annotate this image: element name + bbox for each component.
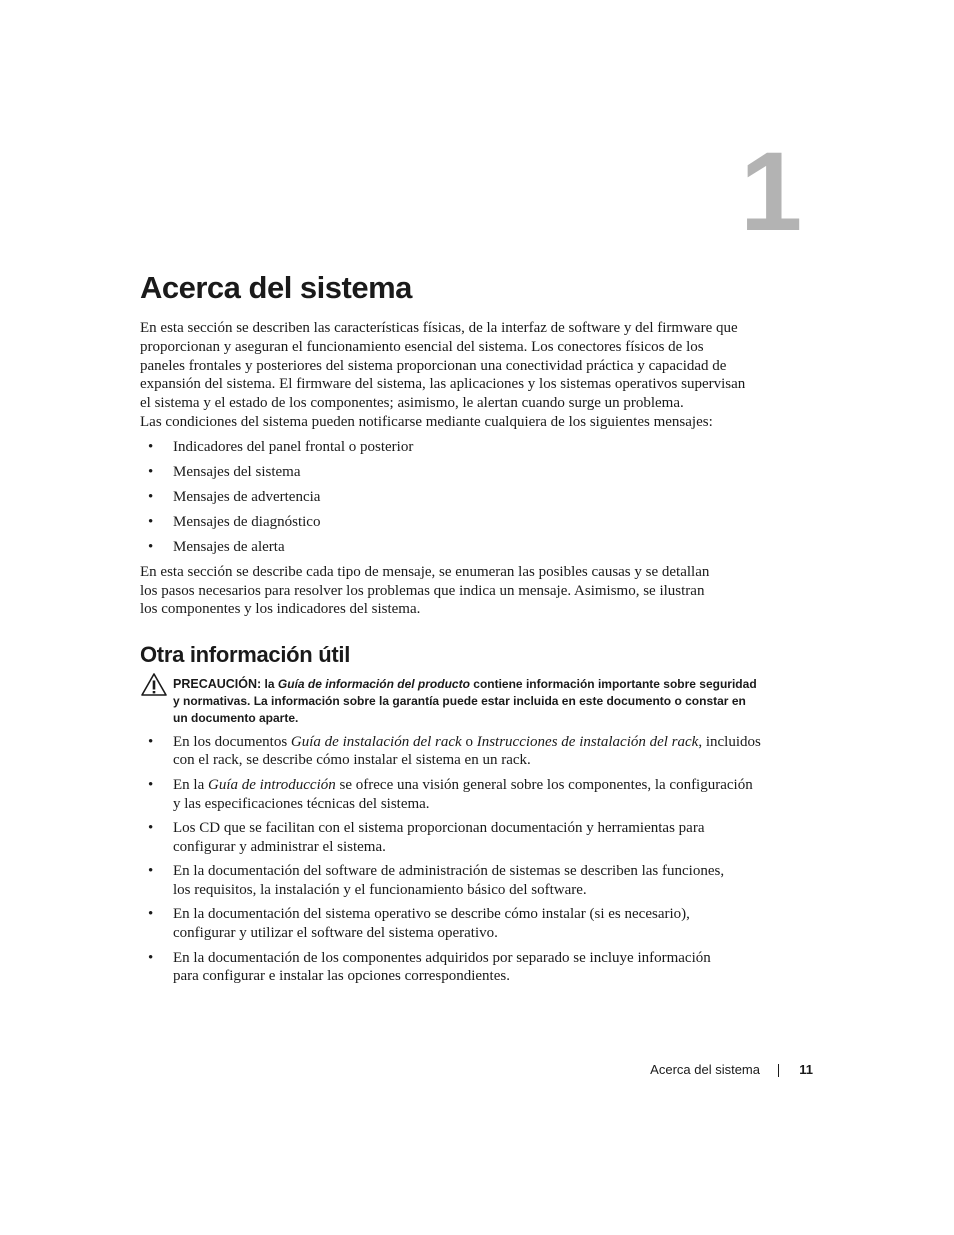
list-item <box>140 776 790 814</box>
bullet-icon: • <box>148 949 154 966</box>
list-item-text: y las especificaciones técnicas del sistema. <box>173 795 430 812</box>
list-item <box>140 488 790 507</box>
list-item-text: Mensajes de diagnóstico <box>173 513 321 530</box>
caution-text: un documento aparte. <box>173 711 299 726</box>
intro-line: el sistema y el estado de los componentes; asimismo, le alertan cuando surge un problema. <box>140 395 684 412</box>
footer-chapter-title: Acerca del sistema <box>650 1062 760 1077</box>
list-item-text: En la documentación de los componentes adquiridos por separado se incluye información <box>173 949 711 966</box>
page-content <box>140 319 790 986</box>
intro-line: expansión del sistema. El firmware del sistema, las aplicaciones y los sistemas operativos supervisan <box>140 376 746 393</box>
info-sources-list <box>140 733 790 987</box>
list-item <box>140 538 790 557</box>
list-item <box>140 862 790 900</box>
document-title: Guía de introducción <box>208 776 336 793</box>
caution-text: contiene información importante sobre seguridad <box>473 677 757 692</box>
intro-line: En esta sección se describen las características físicas, de la interfaz de software y del firmware que <box>140 320 738 336</box>
document-title: Guía de instalación del rack <box>290 733 462 750</box>
list-item <box>140 513 790 532</box>
caution-guide-title: Guía de información del producto <box>277 677 470 692</box>
list-item-text: con el rack, se describe cómo instalar el sistema en un rack. <box>173 752 531 769</box>
list-item <box>140 905 790 943</box>
footer-divider <box>778 1064 779 1077</box>
summary-line: En esta sección se describe cada tipo de mensaje, se enumeran las posibles causas y se detallan <box>140 563 710 580</box>
bullet-icon: • <box>148 488 154 505</box>
bullet-icon: • <box>148 906 154 923</box>
list-item <box>140 733 790 771</box>
list-item-text: Los CD que se facilitan con el sistema proporcionan documentación y herramientas para <box>173 820 705 837</box>
list-item-text: para configurar e instalar las opciones correspondientes. <box>173 968 510 985</box>
bullet-icon: • <box>148 538 154 555</box>
summary-paragraph <box>140 563 790 619</box>
list-item-text: los requisitos, la instalación y el funcionamiento básico del software. <box>173 882 587 899</box>
bullet-icon: • <box>148 513 154 530</box>
list-item <box>140 819 790 857</box>
bullet-icon: • <box>148 733 154 750</box>
list-item-text: , incluidos <box>698 733 761 750</box>
bullet-icon: • <box>148 820 154 837</box>
caution-lead: la <box>264 677 275 692</box>
bullet-icon: • <box>148 776 154 793</box>
caution-note <box>140 676 790 727</box>
warning-triangle-icon <box>140 672 168 698</box>
section-title: Otra información útil <box>140 642 351 668</box>
list-item <box>140 463 790 482</box>
intro-line: paneles frontales y posteriores del sistema proporcionan una conectividad práctica y capacidad de <box>140 357 727 374</box>
list-item-text: En la documentación del software de administración de sistemas se describen las funciones, <box>173 863 725 880</box>
bullet-icon: • <box>148 463 154 480</box>
document-title: Instrucciones de instalación del rack <box>476 733 699 750</box>
list-item-text: Mensajes de advertencia <box>173 488 321 505</box>
summary-line: los componentes y los indicadores del sistema. <box>140 601 421 618</box>
page-number: 11 <box>799 1062 813 1077</box>
list-item-text: o <box>461 733 477 750</box>
list-item-text: Mensajes de alerta <box>173 538 285 555</box>
list-item-text: En los documentos <box>173 733 291 750</box>
caution-label: PRECAUCIÓN: <box>173 677 262 692</box>
list-item <box>140 949 790 987</box>
list-item <box>140 438 790 457</box>
page-footer <box>600 1060 813 1080</box>
caution-text: y normativas. La información sobre la garantía puede estar incluida en este documento o constar en <box>173 694 746 709</box>
intro-paragraph <box>140 319 790 432</box>
list-item-text: Indicadores del panel frontal o posterior <box>173 438 414 455</box>
list-item-text: configurar y utilizar el software del sistema operativo. <box>173 925 498 942</box>
list-item-text: En la <box>173 776 208 793</box>
bullet-icon: • <box>148 438 154 455</box>
list-item-text: configurar y administrar el sistema. <box>173 838 386 855</box>
intro-line: Las condiciones del sistema pueden notificarse mediante cualquiera de los siguientes mensajes: <box>140 413 713 430</box>
list-item-text: En la documentación del sistema operativo se describe cómo instalar (si es necesario), <box>173 906 690 923</box>
list-item-text: se ofrece una visión general sobre los componentes, la configuración <box>335 776 753 793</box>
message-types-list <box>140 438 790 557</box>
chapter-number: 1 <box>740 129 801 254</box>
list-item-text: Mensajes del sistema <box>173 463 301 480</box>
bullet-icon: • <box>148 863 154 880</box>
summary-line: los pasos necesarios para resolver los problemas que indica un mensaje. Asimismo, se ilustran <box>140 582 705 599</box>
chapter-title: Acerca del sistema <box>140 270 412 305</box>
intro-line: proporcionan y aseguran el funcionamiento esencial del sistema. Los conectores físicos de los <box>140 338 704 355</box>
